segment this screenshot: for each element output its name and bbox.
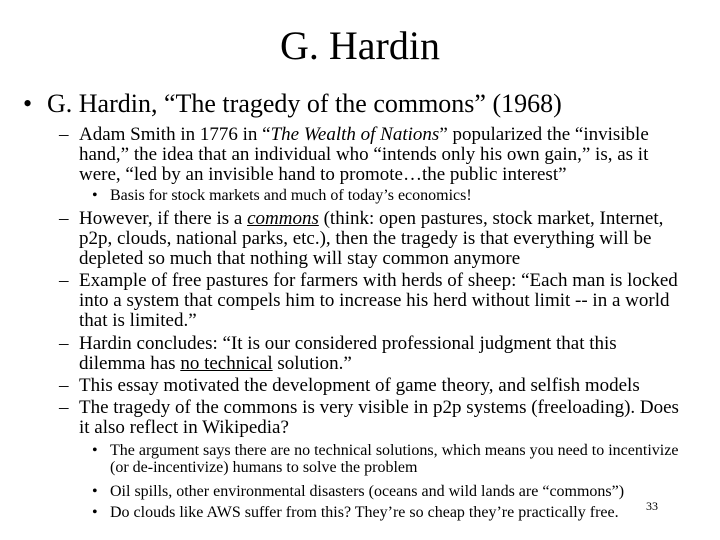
dash-marker: – (59, 208, 69, 229)
sub-bullet-oil-spills-text: Oil spills, other environmental disasters (oceans and wild lands are “commons”) (110, 483, 625, 500)
text-run: solution.” (272, 353, 352, 374)
dash-marker: – (59, 397, 69, 418)
no-technical-phrase: no technical (180, 353, 273, 374)
sub-bullet-argument (92, 443, 682, 476)
bullet-hardin-concludes (59, 334, 659, 374)
sub-bullet-clouds (92, 505, 702, 522)
sub-bullet-oil-spills (92, 484, 702, 501)
text-run: Adam Smith in 1776 in “ (79, 124, 271, 145)
slide-title: G. Hardin (280, 23, 440, 68)
bullet-p2p (59, 398, 689, 438)
sub-bullet-economics-text: Basis for stock markets and much of today’s economics! (110, 187, 472, 204)
dash-marker: – (59, 124, 69, 145)
bullet-main (23, 89, 703, 119)
sub-bullet-argument-text: The argument says there are no technical solutions, which means you need to incentivize (or de-incentivize) humans to solve the problem (110, 442, 679, 476)
text-run: Hardin concludes: “It is our considered professional judgment that this dilemma has (79, 333, 617, 374)
dash-marker: – (59, 375, 69, 396)
bullet-pastures-text: Example of free pastures for farmers with herds of sheep: “Each man is locked into a system that compels him to increase his herd without limit -- in a world that is limited.” (79, 270, 678, 331)
bullet-marker: • (92, 504, 98, 521)
sub-bullet-clouds-text: Do clouds like AWS suffer from this? They’re so cheap they’re practically free. (110, 504, 619, 521)
bullet-adam-smith (59, 125, 689, 185)
text-run: However, if there is a (79, 208, 248, 229)
bullet-marker: • (92, 187, 98, 204)
bullet-marker: • (92, 483, 98, 500)
bullet-marker: • (23, 89, 33, 118)
sub-bullet-economics (92, 188, 692, 205)
bullet-pastures (59, 271, 699, 331)
bullet-essay (59, 376, 709, 396)
bullet-commons (59, 209, 699, 269)
text-run: (think: open pastures, stock market, Internet, p2p, clouds, national parks, etc.), then the tragedy is that everything will be depleted so much that nothing will stay common anymore (79, 208, 664, 269)
bullet-main-text: G. Hardin, “The tragedy of the commons” (1968) (47, 89, 562, 118)
bullet-adam-smith-text (79, 125, 689, 185)
bullet-essay-text: This essay motivated the development of game theory, and selfish models (79, 375, 640, 396)
bullet-marker: • (92, 442, 98, 459)
book-title: The Wealth of Nations (270, 124, 440, 145)
text-run: ” popularized the “invisible hand,” the idea that an individual who “intends only his own gain,” is, as it were, “led by an invisible hand to promote…the public interest” (79, 124, 649, 185)
bullet-hardin-concludes-text (79, 334, 659, 374)
dash-marker: – (59, 270, 69, 291)
page-number: 33 (646, 499, 658, 513)
bullet-p2p-text: The tragedy of the commons is very visible in p2p systems (freeloading). Does it also reflect in Wikipedia? (79, 397, 679, 438)
commons-word: commons (247, 208, 319, 229)
dash-marker: – (59, 333, 69, 354)
bullet-commons-text (79, 209, 699, 269)
